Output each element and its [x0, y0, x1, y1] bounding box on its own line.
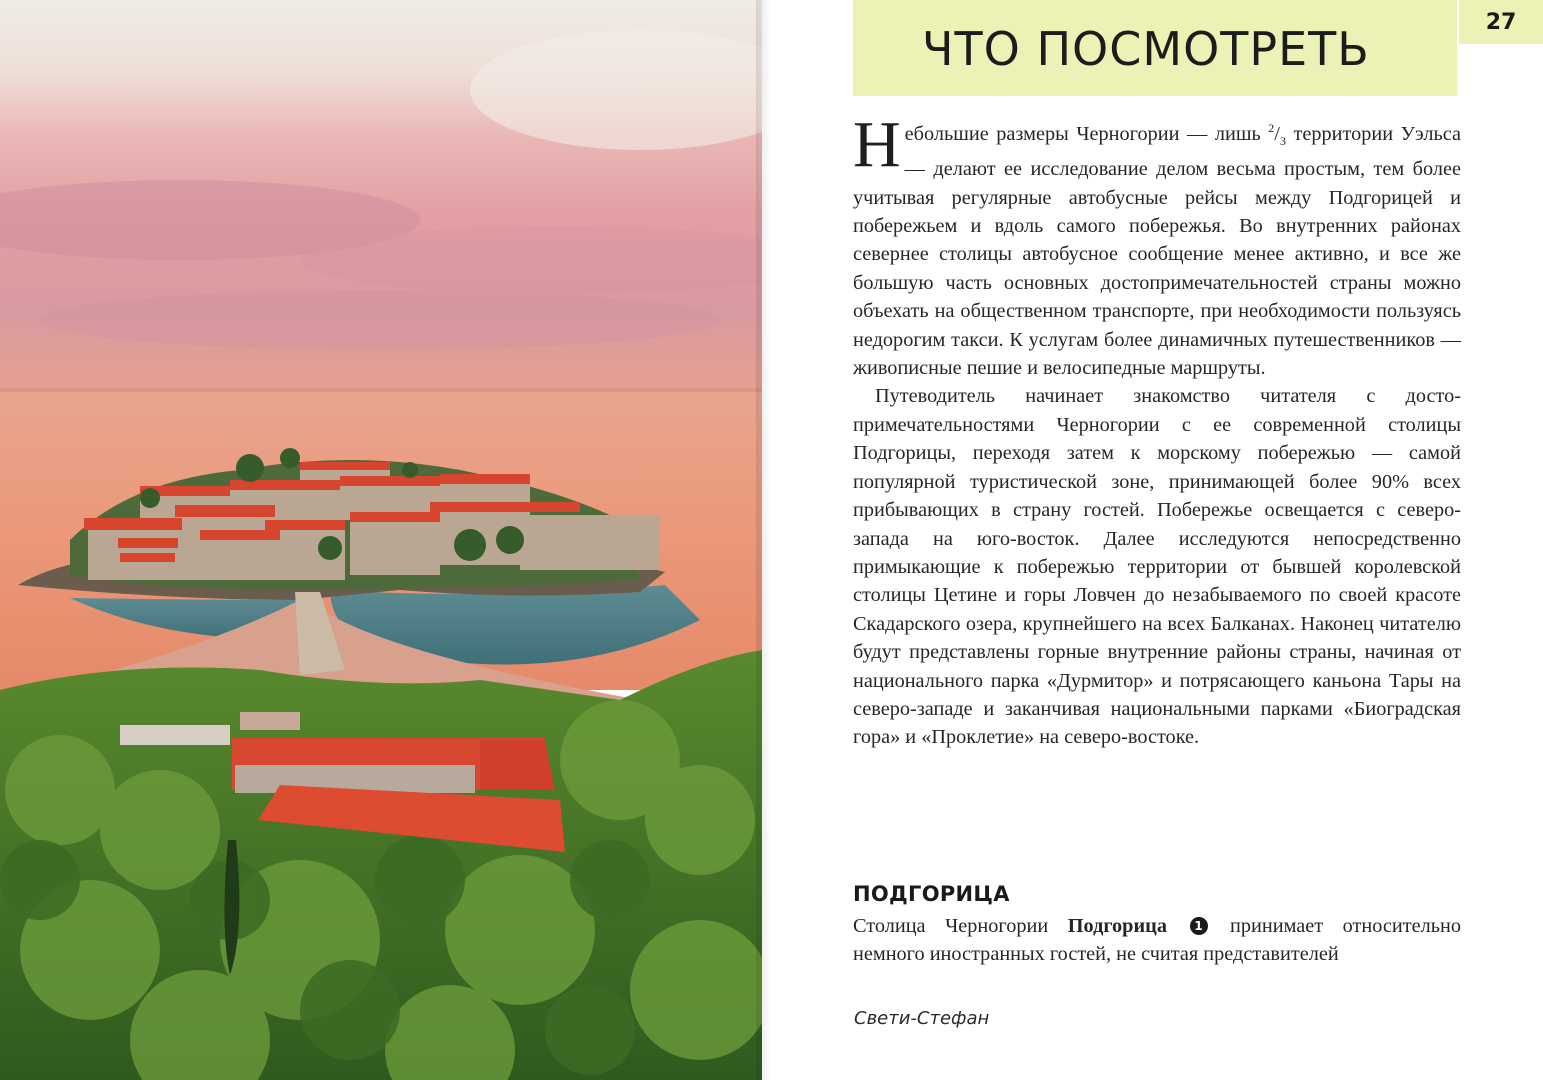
sveti-stefan-photo	[0, 0, 762, 1080]
page-number: 27	[1459, 0, 1543, 44]
section-text	[853, 912, 1461, 969]
fraction-denominator: 3	[1279, 133, 1286, 148]
dropcap: Н	[853, 108, 901, 181]
page-title: ЧТО ПОСМОТРЕТЬ	[922, 22, 1370, 76]
intro-p1-start: ебольшие размеры Черногории — лишь	[904, 122, 1269, 145]
photo-caption: Свети-Стефан	[854, 1008, 990, 1029]
intro-text	[853, 108, 1461, 752]
fraction-numerator: 2	[1268, 121, 1275, 135]
intro-paragraph-2: Путеводитель начинает знакомство читателя с достопримечательностями Черногории с ее современной столицы Подгорицы, переходя затем к морскому побережью — самой популярной туристической зоне, принимающей более 90% всех прибывающих в страну гостей. Побережье освещается с северо-запада на юго-восток. Далее исследуются непосредственно примыкающие к побережью территории от бывшей королевской столицы Цетине и горы Ловчен до незабываемого по своей красоте Скадарского озера, крупнейшего на всех Балканах. Наконец читателю будут представлены горные внутренние районы страны, начиная от национального парка «Дурмитор» и потрясающего каньона Тары на северо-западе и заканчивая национальными парками «Биоградская гора» и «Проклетие» на северо-востоке.	[853, 385, 1461, 749]
intro-p1-end: территории Уэльса — делают ее исследование делом весьма простым, тем более учитывая регулярные автобусные рейсы между Подгорицей и побережьем и вдоль самого побережья. Во внутренних районах севернее столицы автобусное сообщение менее активно, и все же большую часть основных достопримечательностей страны можно объехать на общественном транспорте, при необходимости пользуясь недорогим такси. К услугам более динамичных путешественников — живописные пешие и велосипедные маршруты.	[853, 122, 1461, 380]
section-text-start: Столица Черногории	[853, 915, 1068, 937]
section-bold-term: Подгорица	[1067, 915, 1167, 937]
map-marker-badge: 1	[1190, 917, 1208, 935]
page-gutter	[756, 0, 772, 1080]
intro-paragraph-1: Небольшие размеры Черногории — лишь $^2/_3$ территории Уэльса — делают ее исследование делом весьма простым, тем более учитывая регулярные автобусные рейсы между Подгорицей и побережьем и вдоль самого побережья. Во внутренних районах севернее столицы автобусное сообщение менее активно, и все же большую часть основных достопримечательностей страны можно объехать на общественном транспорте, при необходимости пользуясь недорогим такси. К услугам более динамичных путешественников — живописные пешие и велосипедные маршруты.	[853, 108, 1461, 380]
section-heading: ПОДГОРИЦА	[853, 882, 1010, 906]
section-text-end: принимает относительно немного иностранных гостей, не считая представителей	[853, 915, 1461, 966]
